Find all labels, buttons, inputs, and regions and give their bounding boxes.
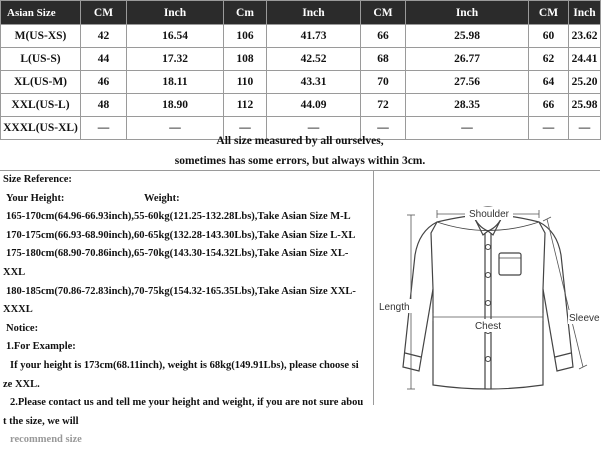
reference-line-wrap: XXL [3,266,26,278]
table-row [1,94,601,117]
header-chest-inch: Inch [267,1,361,25]
header-length-inch: Inch [406,1,529,25]
length-label: Length [379,302,410,313]
table-cell: 46 [81,71,127,94]
table-cell: — [406,117,529,140]
table-cell: — [361,117,406,140]
button-icons [486,245,491,362]
table-cell: 112 [224,94,267,117]
reference-line: 175-180cm(68.90-70.86inch),65-70kg(143.30-154.32Lbs),Take Asian Size XL- [6,248,349,260]
shirt-diagram-panel [375,171,600,405]
table-cell: 23.62 [569,25,601,48]
table-cell: — [267,117,361,140]
table-cell: — [127,117,224,140]
table-cell: 66 [361,25,406,48]
header-neck-cm: CM [81,1,127,25]
shoulder-label: Shoulder [468,209,510,220]
header-chest-cm: Cm [224,1,267,25]
table-cell: 72 [361,94,406,117]
table-cell: — [81,117,127,140]
contact-line-2: t the size, we will [3,415,79,427]
table-cell: 17.32 [127,48,224,71]
reference-line: 170-175cm(66.93-68.90inch),60-65kg(132.28-143.30Lbs),Take Asian Size L-XL [6,229,356,241]
table-cell: 62 [529,48,569,71]
example-line-1: If your height is 173cm(68.11inch), weight is 68kg(149.91Lbs), please choose si [10,359,359,371]
table-cell: 25.20 [569,71,601,94]
table-cell: 18.90 [127,94,224,117]
height-weight-header [0,190,373,209]
table-cell: 60 [529,25,569,48]
table-cell: 26.77 [406,48,529,71]
table-cell: 18.11 [127,71,224,94]
measurement-notes [0,131,600,171]
reference-line-wrap: XXXL [3,304,33,316]
size-cell: XXL(US-L) [1,94,81,117]
table-cell: 42 [81,25,127,48]
size-chart-table [0,0,601,140]
contact-line-3: recommend size [10,434,82,446]
note-line-1: All size measured by all ourselves, [216,135,384,147]
example-title: 1.For Example: [6,341,76,353]
table-cell: 25.98 [569,94,601,117]
height-label: Your Height: [6,192,65,204]
note-line-2: sometimes has some errors, but always within 3cm. [174,155,426,167]
table-cell: 24.41 [569,48,601,71]
table-cell: — [529,117,569,140]
contact-line-1: 2.Please contact us and tell me your height and weight, if you are not sure abou [10,397,364,409]
size-reference-panel [0,171,374,446]
table-row [1,71,601,94]
shirt-diagram [375,171,600,405]
sleeve-label: Sleeve [569,313,600,324]
header-asian-size: Asian Size [1,1,81,25]
table-cell: 48 [81,94,127,117]
header-length-cm: CM [361,1,406,25]
table-cell: 64 [529,71,569,94]
header-sleeve-inch: Inch [569,1,601,25]
size-cell: XXXL(US-XL) [1,117,81,140]
table-cell: 25.98 [406,25,529,48]
weight-label: Weight: [144,192,180,204]
table-header-row [1,1,601,25]
notice-title: Notice: [6,322,39,334]
size-cell: L(US-S) [1,48,81,71]
example-line-2: ze XXL. [3,378,40,390]
table-cell: — [569,117,601,140]
table-cell: 16.54 [127,25,224,48]
chest-label: Chest [474,321,502,332]
reference-line: 165-170cm(64.96-66.93inch),55-60kg(121.25-132.28Lbs),Take Asian Size M-L [6,211,351,223]
table-cell: 28.35 [406,94,529,117]
table-cell: 108 [224,48,267,71]
table-row [1,25,601,48]
reference-line: 180-185cm(70.86-72.83inch),70-75kg(154.32-165.35Lbs),Take Asian Size XXL- [6,285,356,297]
size-cell: XL(US-M) [1,71,81,94]
table-cell: 42.52 [267,48,361,71]
table-cell: 41.73 [267,25,361,48]
size-cell: M(US-XS) [1,25,81,48]
reference-title: Size Reference: [3,174,72,185]
table-row [1,48,601,71]
table-cell: 110 [224,71,267,94]
header-neck-inch: Inch [127,1,224,25]
table-cell: — [224,117,267,140]
table-cell: 27.56 [406,71,529,94]
table-cell: 68 [361,48,406,71]
table-cell: 66 [529,94,569,117]
header-sleeve-cm: CM [529,1,569,25]
table-cell: 44 [81,48,127,71]
table-cell: 70 [361,71,406,94]
table-cell: 43.31 [267,71,361,94]
table-cell: 44.09 [267,94,361,117]
table-cell: 106 [224,25,267,48]
